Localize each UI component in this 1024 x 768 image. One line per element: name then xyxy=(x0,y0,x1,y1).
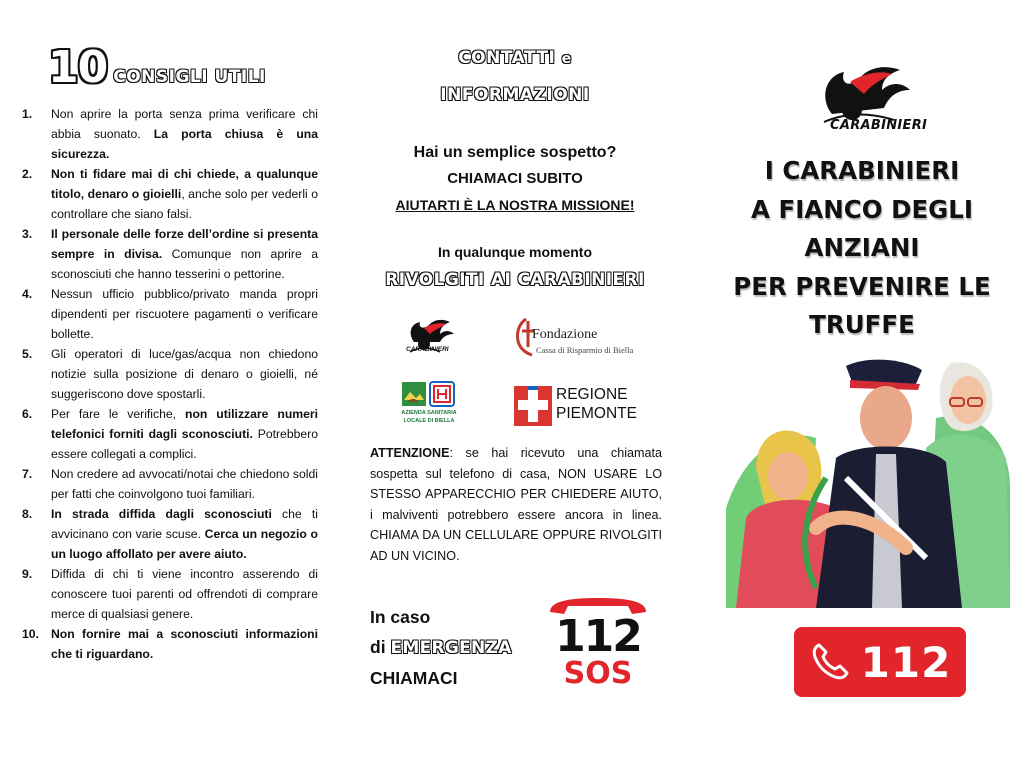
tip-number: 6. xyxy=(22,407,33,421)
cover-title xyxy=(700,152,1024,345)
fondazione-subtitle: Cassa di Risparmio di Biella xyxy=(536,345,634,355)
asl-biella-logo xyxy=(396,380,462,428)
carabinieri-logo-small-label: CARABINIERI xyxy=(406,346,449,353)
cover-title-line: PER PREVENIRE LE xyxy=(733,271,991,301)
emergency-112-badge xyxy=(794,627,966,697)
tip-number: 2. xyxy=(22,167,33,181)
cover-title-line: TRUFFE xyxy=(809,310,915,339)
tip-item xyxy=(22,564,318,624)
cover-panel xyxy=(700,0,1024,768)
tip-item xyxy=(22,404,318,464)
suspect-message xyxy=(360,140,670,218)
carabinieri-logo xyxy=(810,56,928,150)
tip-item xyxy=(22,224,318,284)
emergency-callout xyxy=(370,602,540,693)
phone-icon xyxy=(809,641,851,683)
tips-heading-number: 10 xyxy=(48,42,108,93)
regione-name-line2: PIEMONTE xyxy=(556,405,637,422)
tip-text: Non fornire mai a sconosciuti informazioni che ti riguardano. xyxy=(51,627,318,661)
tip-item xyxy=(22,284,318,344)
tips-panel xyxy=(0,0,340,768)
sos-text: SOS xyxy=(563,656,633,691)
cover-title-line: I CARABINIERI xyxy=(764,156,960,185)
tip-item xyxy=(22,504,318,564)
illustration-officer-with-elderly xyxy=(726,358,1010,608)
officer-hugging-elderly-illustration xyxy=(726,358,1010,608)
mission-statement: AIUTARTI È LA NOSTRA MISSIONE! xyxy=(395,197,635,213)
asl-name-line1: AZIENDA SANITARIA xyxy=(401,410,457,416)
tip-item xyxy=(22,104,318,164)
emergency-number: 112 xyxy=(860,637,952,687)
tip-number: 8. xyxy=(22,507,33,521)
tip-number: 1. xyxy=(22,107,33,121)
contacts-heading-line2: INFORMAZIONI xyxy=(440,85,590,105)
emergency-line3: CHIAMACI xyxy=(370,668,458,688)
asl-name-line2: LOCALE DI BIELLA xyxy=(403,418,455,424)
tip-text: Per fare le verifiche, non utilizzare numeri telefonici forniti dagli sconosciuti. Potrebbero essere collegati a complici. xyxy=(51,407,319,461)
tips-heading xyxy=(48,42,266,93)
tip-text: Nessun ufficio pubblico/privato manda propri dipendenti per riscuotere pagamenti o verificare bollette. xyxy=(51,287,318,341)
tip-text: Diffida di chi ti viene incontro asserendo di conoscere tuoi parenti od offrendoti di comprare merce di qualsiasi genere. xyxy=(51,567,318,621)
asl-emblem-icon xyxy=(396,380,462,414)
attention-notice xyxy=(370,443,662,567)
tip-number: 4. xyxy=(22,287,33,301)
cover-title-line: ANZIANI xyxy=(804,233,920,262)
carabinieri-logo-small xyxy=(400,312,458,362)
tips-heading-text: CONSIGLI UTILI xyxy=(113,67,266,87)
tip-text: Il personale delle forze dell’ordine si presenta sempre in divisa. Comunque non aprire a sconosciuti che hanno tesserini o pettorine. xyxy=(51,227,318,281)
carabinieri-logo-label: CARABINIERI xyxy=(830,118,928,133)
regione-shield-icon xyxy=(514,386,552,426)
call-us-now: CHIAMACI SUBITO xyxy=(447,170,583,187)
tip-number: 5. xyxy=(22,347,33,361)
attention-label: ATTENZIONE xyxy=(370,446,450,460)
tip-text: Non ti fidare mai di chi chiede, a qualunque titolo, denaro o gioielli, anche solo per vederli o controllare che siano falsi. xyxy=(51,167,318,221)
suspect-question: Hai un semplice sospetto? xyxy=(413,144,617,161)
tip-item xyxy=(22,164,318,224)
tip-text: Non aprire la porta senza prima verificare chi abbia suonato. La porta chiusa è una sicurezza. xyxy=(51,107,318,161)
regione-name-line1: REGIONE xyxy=(556,386,628,403)
tip-item xyxy=(22,464,318,504)
tip-item xyxy=(22,624,318,664)
attention-text: : se hai ricevuto una chiamata sospetta sul telefono di casa, NON USARE LO STESSO APPARECCHIO PER CHIEDERE AIUTO, i malviventi potrebbero essere ancora in linea. CHIAMA DA UN CELLULARE OPPURE RIVOLGITI AD UN VICINO. xyxy=(370,446,662,563)
tip-number: 10. xyxy=(22,627,39,641)
tip-text: Gli operatori di luce/gas/acqua non chiedono notizie sulla posizione di denaro o gioielli, né suggeriscono dove spostarli. xyxy=(51,347,318,401)
fondazione-name: Fondazione xyxy=(532,327,598,342)
sos-112-logo xyxy=(546,596,650,696)
flame-grenade-icon xyxy=(400,312,458,362)
tip-number: 9. xyxy=(22,567,33,581)
emergency-line2: di EMERGENZA xyxy=(370,637,512,658)
cover-title-line: A FIANCO DEGLI xyxy=(750,194,974,224)
tip-number: 7. xyxy=(22,467,33,481)
tip-text: Non credere ad avvocati/notai che chiedono soldi per fatti che coinvolgono tuoi familiari. xyxy=(51,467,318,501)
tips-list xyxy=(22,104,318,664)
tip-item xyxy=(22,344,318,404)
emergency-line1: In caso xyxy=(370,607,431,627)
contacts-panel xyxy=(360,0,670,768)
contacts-heading-line1: CONTATTI e xyxy=(458,48,572,68)
contacts-heading xyxy=(360,40,670,113)
carabinieri-flame-icon xyxy=(810,56,916,126)
contact-carabinieri-heading: RIVOLGITI AI CARABINIERI xyxy=(385,270,645,290)
sos-number: 112 xyxy=(555,611,641,662)
regione-piemonte-logo xyxy=(514,384,644,428)
tip-text: In strada diffida dagli sconosciuti che ti avvicinano con varie scuse. Cerca un negozio o un luogo affollato per avere aiuto. xyxy=(51,507,318,561)
fondazione-logo xyxy=(512,315,632,361)
tip-number: 3. xyxy=(22,227,33,241)
anytime-text: In qualunque momento xyxy=(438,244,592,260)
